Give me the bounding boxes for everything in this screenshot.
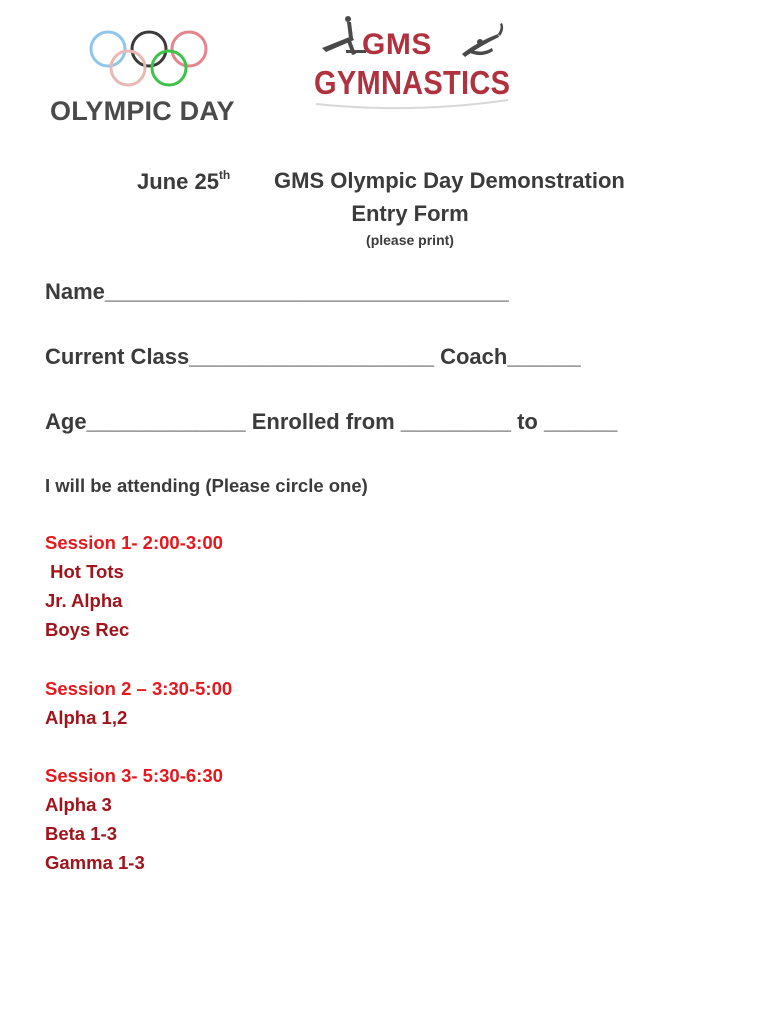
form-subtitle: Entry Form <box>351 201 469 226</box>
session-3-class[interactable]: Alpha 3 <box>45 794 112 815</box>
age-enrolled-field[interactable]: Age_____________ Enrolled from _________ to ______ <box>45 409 618 434</box>
ring-yellow <box>111 51 145 85</box>
event-title: GMS Olympic Day Demonstration <box>274 168 625 193</box>
gymnast-left-icon <box>322 16 366 55</box>
session-1-class[interactable]: Jr. Alpha <box>45 590 123 611</box>
session-2-class[interactable]: Alpha 1,2 <box>45 707 128 728</box>
session-3-heading[interactable]: Session 3- 5:30-6:30 <box>45 765 223 786</box>
session-3-class[interactable]: Gamma 1-3 <box>45 852 145 873</box>
olympic-day-logo-text: OLYMPIC DAY <box>50 96 235 126</box>
class-coach-field[interactable]: Current Class____________________ Coach______ <box>45 344 581 369</box>
event-date: June 25th <box>137 168 231 194</box>
ring-red <box>172 32 206 66</box>
ring-black <box>132 32 166 66</box>
gymnast-right-icon <box>462 23 503 57</box>
session-3-class[interactable]: Beta 1-3 <box>45 823 117 844</box>
ring-green <box>152 51 186 85</box>
session-1-class[interactable]: Boys Rec <box>45 619 130 640</box>
gms-gymnastics-logo <box>312 14 512 112</box>
session-1-class[interactable]: Hot Tots <box>45 561 124 582</box>
name-field[interactable]: Name_________________________________ <box>45 279 509 304</box>
olympic-rings-logo <box>88 30 210 88</box>
ring-blue <box>91 32 125 66</box>
print-note: (please print) <box>366 232 454 248</box>
date-suffix: th <box>218 168 231 182</box>
session-1-heading[interactable]: Session 1- 2:00-3:00 <box>45 532 223 553</box>
gymnastics-logo-text: GYMNASTICS <box>314 64 511 101</box>
gms-logo-text: GMS <box>362 28 432 61</box>
session-2-heading[interactable]: Session 2 – 3:30-5:00 <box>45 678 233 699</box>
attending-instruction: I will be attending (Please circle one) <box>45 475 368 496</box>
